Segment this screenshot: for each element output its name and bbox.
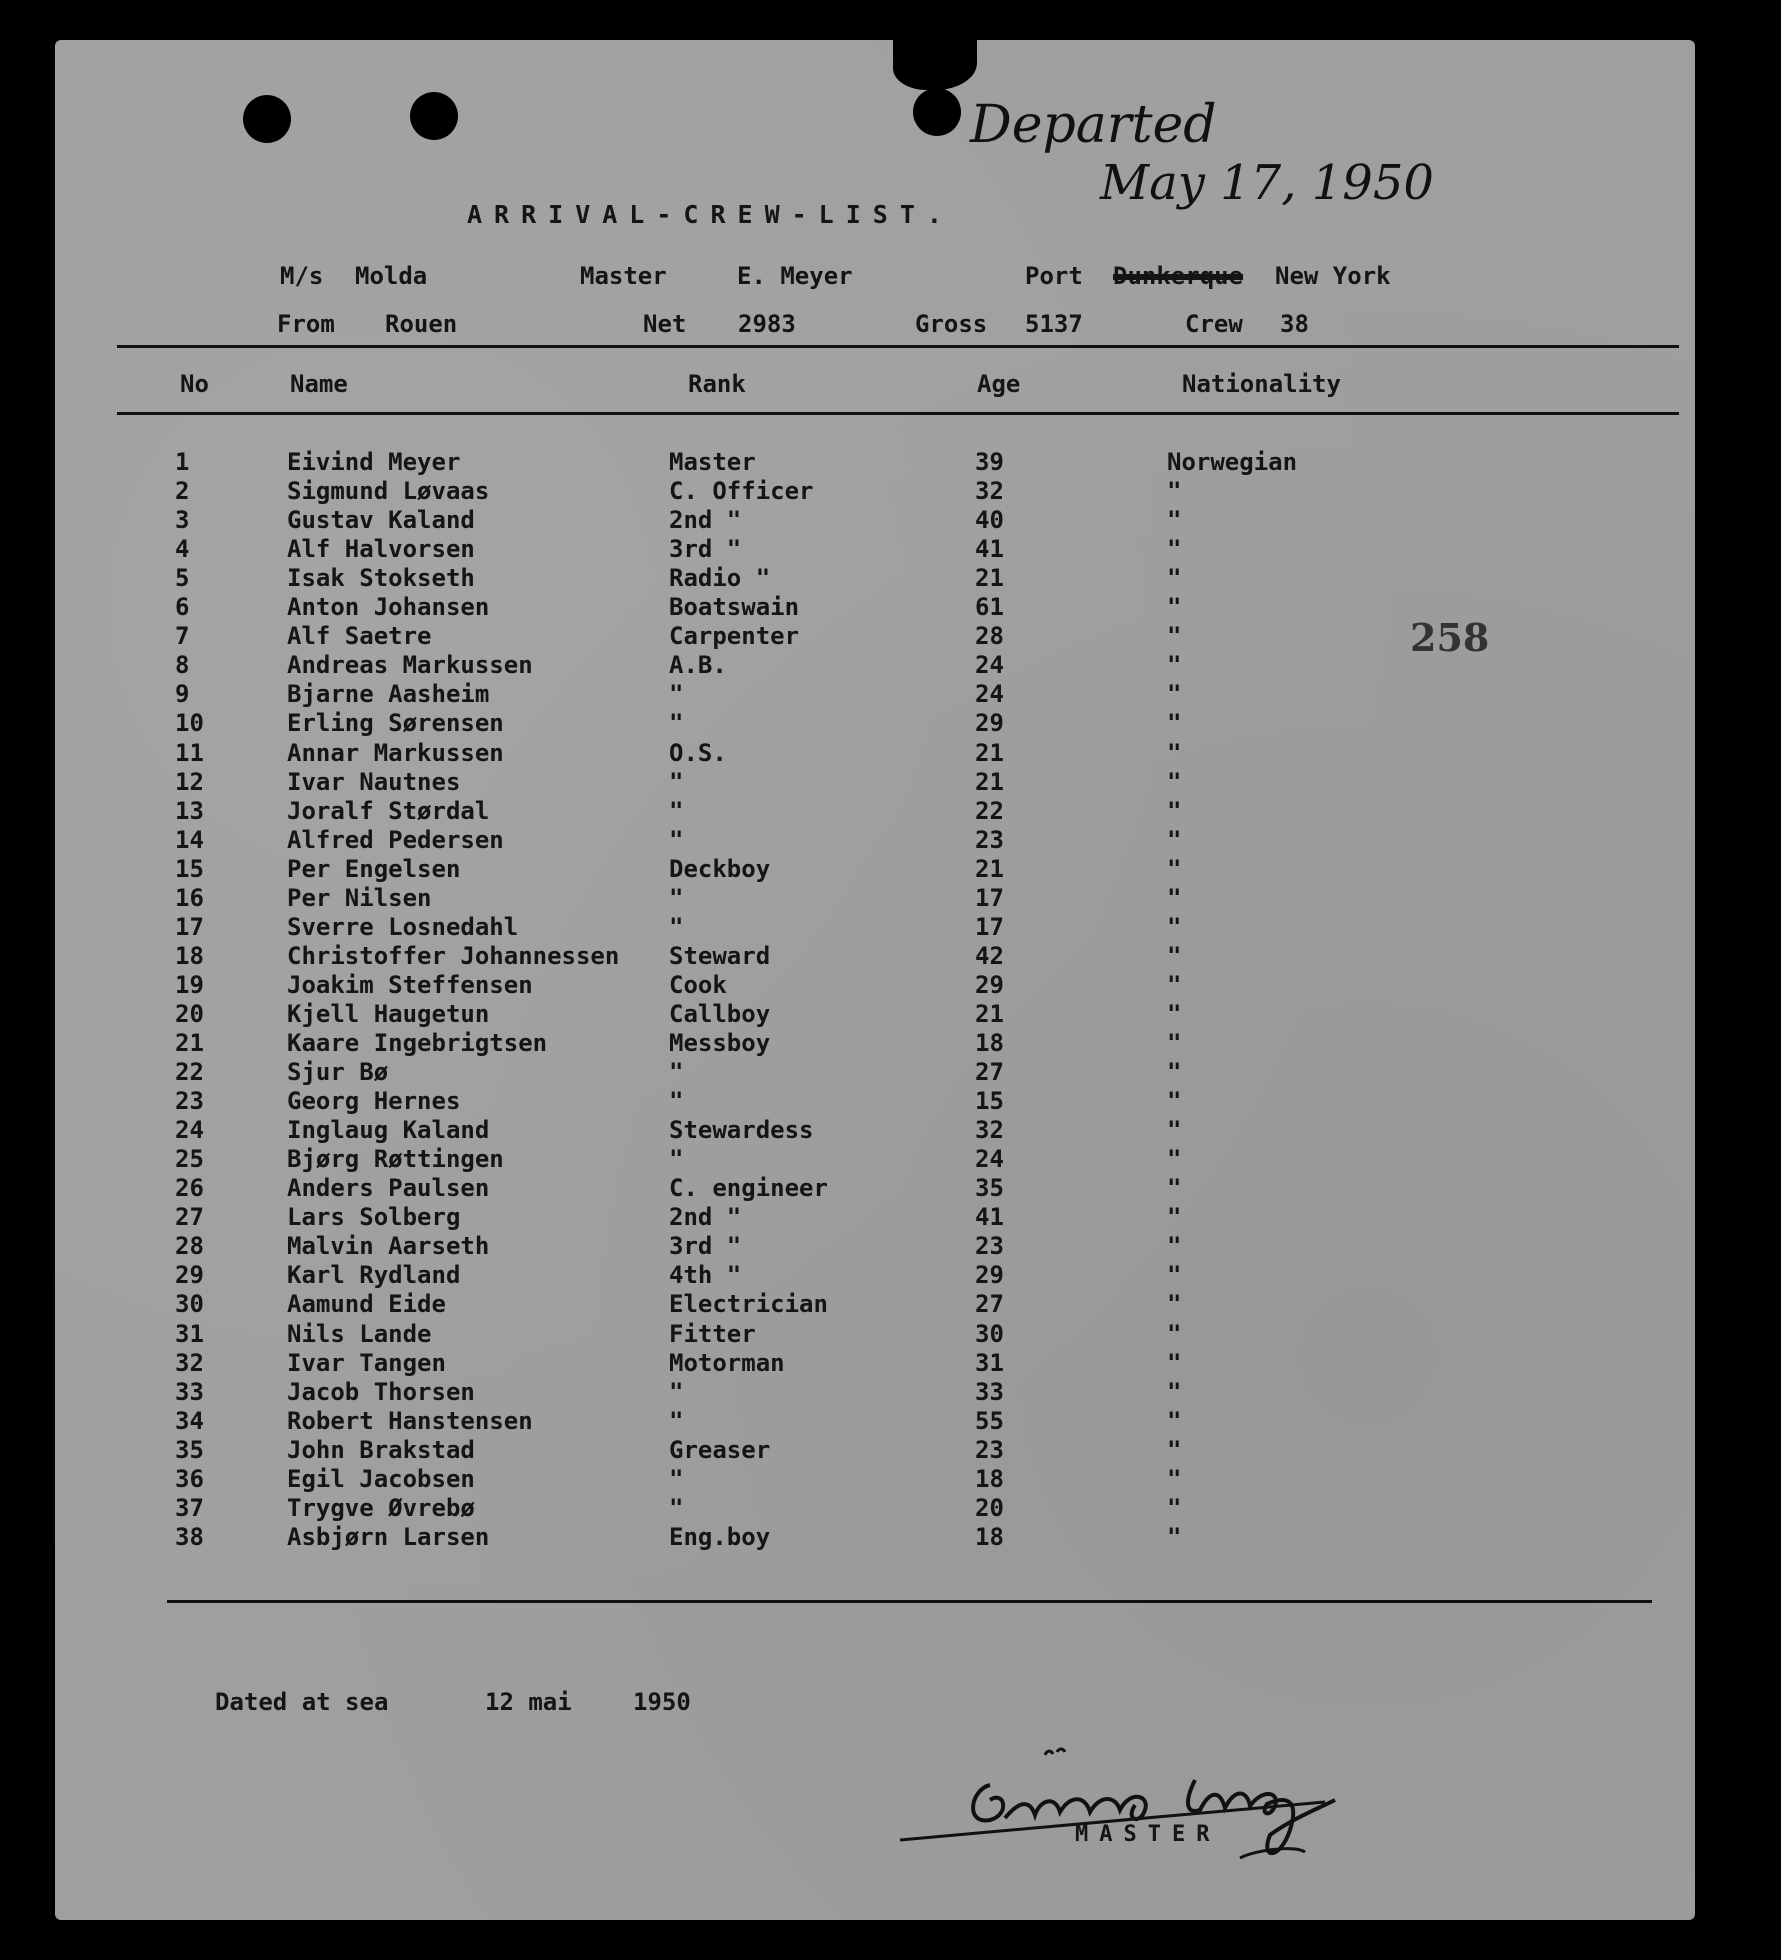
crew-name: Bjarne Aasheim — [287, 680, 490, 709]
crew-name: Erling Sørensen — [287, 709, 504, 738]
crew-age: 35 — [975, 1174, 1004, 1203]
crew-name: Egil Jacobsen — [287, 1464, 475, 1493]
crew-age: 24 — [975, 651, 1004, 680]
crew-name: Gustav Kaland — [287, 506, 475, 535]
crew-name: Asbjørn Larsen — [287, 1522, 490, 1551]
crew-rank: 2nd " — [669, 506, 742, 535]
crew-number: 38 — [175, 1522, 204, 1551]
crew-number: 29 — [175, 1261, 204, 1290]
crew-rank: Master — [669, 448, 756, 476]
crew-number: 12 — [175, 767, 204, 796]
crew-nationality: " — [1167, 825, 1182, 854]
crew-nationality: " — [1167, 941, 1182, 970]
crew-number: 18 — [175, 941, 204, 970]
crew-name: Anders Paulsen — [287, 1174, 490, 1203]
table-row — [55, 1320, 1695, 1349]
crew-number: 33 — [175, 1377, 204, 1406]
master-caption: MASTER — [1075, 1822, 1221, 1847]
crew-age: 30 — [975, 1319, 1004, 1348]
crew-name: Joralf Størdal — [287, 796, 490, 825]
table-row — [55, 1378, 1695, 1407]
crew-name: Sigmund Løvaas — [287, 477, 490, 506]
crew-name: Bjørg Røttingen — [287, 1145, 504, 1174]
crew-nationality: " — [1167, 1290, 1182, 1319]
crew-rank: Greaser — [669, 1435, 771, 1464]
crew-rank: " — [669, 1087, 684, 1116]
crew-name: Aamund Eide — [287, 1290, 446, 1319]
crew-rank: " — [669, 1493, 684, 1522]
crew-nationality: " — [1167, 709, 1182, 738]
crew-age: 40 — [975, 506, 1004, 535]
crew-age: 29 — [975, 970, 1004, 999]
table-row — [55, 622, 1695, 651]
crew-number: 30 — [175, 1290, 204, 1319]
gross-tonnage: 5137 — [1025, 310, 1083, 338]
crew-number: 5 — [175, 564, 190, 593]
table-row — [55, 1203, 1695, 1232]
crew-number: 15 — [175, 854, 204, 883]
crew-age: 61 — [975, 593, 1004, 622]
crew-nationality: " — [1167, 1464, 1182, 1493]
crew-rank: Callboy — [669, 999, 771, 1028]
table-row — [55, 1116, 1695, 1145]
table-row — [55, 1290, 1695, 1319]
crew-rank: Messboy — [669, 1029, 771, 1057]
crew-nationality: " — [1167, 1029, 1182, 1057]
column-header-age: Age — [977, 370, 1021, 398]
dated-day-month: 12 mai — [485, 1688, 572, 1716]
crew-label: Crew — [1185, 310, 1243, 338]
crew-age: 31 — [975, 1348, 1004, 1377]
crew-number: 25 — [175, 1145, 204, 1174]
crew-rank: Deckboy — [669, 854, 771, 883]
crew-rank: " — [669, 825, 684, 854]
crew-nationality: " — [1167, 1087, 1182, 1116]
crew-name: Alf Halvorsen — [287, 535, 475, 564]
crew-rank: " — [669, 709, 684, 738]
crew-rank: O.S. — [669, 738, 727, 767]
crew-age: 41 — [975, 535, 1004, 564]
crew-age: 42 — [975, 941, 1004, 970]
crew-age: 32 — [975, 1116, 1004, 1145]
crew-nationality: " — [1167, 1348, 1182, 1377]
crew-age: 33 — [975, 1377, 1004, 1406]
crew-nationality: " — [1167, 564, 1182, 593]
crew-nationality: " — [1167, 1319, 1182, 1348]
crew-rank: A.B. — [669, 651, 727, 680]
crew-number: 31 — [175, 1319, 204, 1348]
net-tonnage: 2983 — [738, 310, 796, 338]
table-row — [55, 506, 1695, 535]
crew-name: Isak Stokseth — [287, 564, 475, 593]
table-row — [55, 448, 1695, 477]
crew-number: 10 — [175, 709, 204, 738]
table-row — [55, 1145, 1695, 1174]
table-row — [55, 913, 1695, 942]
crew-name: Ivar Tangen — [287, 1348, 446, 1377]
table-row — [55, 826, 1695, 855]
punch-hole-left — [243, 95, 291, 143]
crew-age: 24 — [975, 680, 1004, 709]
crew-age: 18 — [975, 1464, 1004, 1493]
crew-age: 23 — [975, 825, 1004, 854]
crew-number: 14 — [175, 825, 204, 854]
crew-name: Georg Hernes — [287, 1087, 461, 1116]
crew-age: 21 — [975, 738, 1004, 767]
departed-annotation: Departed — [970, 95, 1217, 155]
crew-rank: Fitter — [669, 1319, 756, 1348]
crew-rank: 3rd " — [669, 535, 742, 564]
crew-name: Annar Markussen — [287, 738, 504, 767]
crew-number: 34 — [175, 1406, 204, 1435]
crew-rank: " — [669, 1058, 684, 1087]
crew-rank: Electrician — [669, 1290, 828, 1319]
crew-age: 21 — [975, 564, 1004, 593]
crew-name: Kjell Haugetun — [287, 999, 490, 1028]
table-row — [55, 1436, 1695, 1465]
crew-number: 27 — [175, 1203, 204, 1232]
table-row — [55, 739, 1695, 768]
crew-count: 38 — [1280, 310, 1309, 338]
crew-name: Anton Johansen — [287, 593, 490, 622]
crew-number: 26 — [175, 1174, 204, 1203]
crew-number: 23 — [175, 1087, 204, 1116]
gross-label: Gross — [915, 310, 988, 338]
crew-name: Jacob Thorsen — [287, 1377, 475, 1406]
header-bottom-rule — [117, 412, 1679, 415]
crew-number: 8 — [175, 651, 190, 680]
crew-age: 17 — [975, 883, 1004, 912]
crew-nationality: " — [1167, 593, 1182, 622]
crew-nationality: " — [1167, 854, 1182, 883]
column-header-rank: Rank — [688, 370, 746, 398]
crew-number: 32 — [175, 1348, 204, 1377]
crew-name: Joakim Steffensen — [287, 970, 533, 999]
crew-nationality: " — [1167, 506, 1182, 535]
crew-number: 24 — [175, 1116, 204, 1145]
column-header-nationality: Nationality — [1182, 370, 1341, 398]
crew-nationality: " — [1167, 767, 1182, 796]
crew-age: 21 — [975, 854, 1004, 883]
crew-name: Eivind Meyer — [287, 448, 461, 476]
crew-rank: " — [669, 1464, 684, 1493]
column-header-name: Name — [290, 370, 348, 398]
crew-rank: " — [669, 912, 684, 941]
crew-number: 6 — [175, 593, 190, 622]
crew-name: Alf Saetre — [287, 622, 432, 651]
crew-rank: " — [669, 1406, 684, 1435]
crew-number: 22 — [175, 1058, 204, 1087]
crew-nationality: " — [1167, 1145, 1182, 1174]
crew-age: 23 — [975, 1435, 1004, 1464]
table-row — [55, 855, 1695, 884]
table-bottom-rule — [167, 1600, 1652, 1603]
table-row — [55, 1407, 1695, 1436]
crew-name: Trygve Øvrebø — [287, 1493, 475, 1522]
table-row — [55, 1349, 1695, 1378]
port-name: New York — [1275, 262, 1391, 290]
table-row — [55, 768, 1695, 797]
crew-age: 21 — [975, 767, 1004, 796]
crew-age: 18 — [975, 1522, 1004, 1551]
crew-number: 9 — [175, 680, 190, 709]
table-row — [55, 477, 1695, 506]
table-row — [55, 1523, 1695, 1552]
crew-name: Robert Hanstensen — [287, 1406, 533, 1435]
crew-number: 21 — [175, 1029, 204, 1057]
crew-rank: " — [669, 680, 684, 709]
table-row — [55, 651, 1695, 680]
table-row — [55, 797, 1695, 826]
crew-nationality: " — [1167, 1116, 1182, 1145]
crew-name: Karl Rydland — [287, 1261, 461, 1290]
crew-number: 35 — [175, 1435, 204, 1464]
crew-name: John Brakstad — [287, 1435, 475, 1464]
crew-age: 41 — [975, 1203, 1004, 1232]
crew-nationality: " — [1167, 680, 1182, 709]
crew-rank: " — [669, 1377, 684, 1406]
crew-rank: Stewardess — [669, 1116, 814, 1145]
table-row — [55, 564, 1695, 593]
crew-rank: C. Officer — [669, 477, 814, 506]
master-signature — [895, 1740, 1515, 1890]
crew-number: 1 — [175, 448, 190, 476]
crew-rank: " — [669, 1145, 684, 1174]
crew-nationality: " — [1167, 999, 1182, 1028]
master-name: E. Meyer — [737, 262, 853, 290]
ship-name: Molda — [355, 262, 428, 290]
master-label: Master — [580, 262, 667, 290]
ship-label: M/s — [280, 262, 324, 290]
crew-number: 2 — [175, 477, 190, 506]
crew-nationality: " — [1167, 1377, 1182, 1406]
net-label: Net — [643, 310, 687, 338]
crew-nationality: " — [1167, 1058, 1182, 1087]
crew-nationality: " — [1167, 1522, 1182, 1551]
crew-rank: " — [669, 796, 684, 825]
crew-name: Per Nilsen — [287, 883, 432, 912]
crew-nationality: " — [1167, 535, 1182, 564]
crew-name: Sjur Bø — [287, 1058, 389, 1087]
table-row — [55, 1000, 1695, 1029]
crew-nationality: " — [1167, 738, 1182, 767]
crew-number: 28 — [175, 1232, 204, 1261]
crew-number: 36 — [175, 1464, 204, 1493]
page-title: ARRIVAL-CREW-LIST. — [467, 200, 954, 229]
table-row — [55, 1058, 1695, 1087]
crew-nationality: " — [1167, 477, 1182, 506]
crew-age: 18 — [975, 1029, 1004, 1057]
crew-name: Malvin Aarseth — [287, 1232, 490, 1261]
crew-rank: " — [669, 883, 684, 912]
dated-label: Dated at sea — [215, 1688, 389, 1716]
crew-rank: 3rd " — [669, 1232, 742, 1261]
dated-year: 1950 — [633, 1688, 691, 1716]
from-label: From — [277, 310, 335, 338]
crew-nationality: " — [1167, 622, 1182, 651]
crew-number: 13 — [175, 796, 204, 825]
crew-nationality: " — [1167, 883, 1182, 912]
crew-rank: Radio " — [669, 564, 771, 593]
table-row — [55, 884, 1695, 913]
crew-age: 28 — [975, 622, 1004, 651]
crew-number: 3 — [175, 506, 190, 535]
crew-number: 17 — [175, 912, 204, 941]
crew-age: 29 — [975, 709, 1004, 738]
crew-rank: C. engineer — [669, 1174, 828, 1203]
crew-age: 21 — [975, 999, 1004, 1028]
crew-nationality: " — [1167, 1261, 1182, 1290]
crew-rank: Steward — [669, 941, 771, 970]
crew-age: 39 — [975, 448, 1004, 476]
crew-rank: Motorman — [669, 1348, 785, 1377]
crew-nationality: " — [1167, 1232, 1182, 1261]
table-row — [55, 709, 1695, 738]
stamp-number: 258 — [1410, 615, 1490, 660]
header-top-rule — [117, 345, 1679, 348]
crew-age: 24 — [975, 1145, 1004, 1174]
table-row — [55, 1232, 1695, 1261]
crew-nationality: " — [1167, 651, 1182, 680]
crew-number: 37 — [175, 1493, 204, 1522]
crew-name: Ivar Nautnes — [287, 767, 461, 796]
crew-nationality: " — [1167, 1493, 1182, 1522]
port-struck-out: Dunkerque — [1113, 262, 1244, 290]
crew-age: 17 — [975, 912, 1004, 941]
table-row — [55, 942, 1695, 971]
crew-number: 19 — [175, 970, 204, 999]
table-row — [55, 1087, 1695, 1116]
table-row — [55, 680, 1695, 709]
crew-age: 22 — [975, 796, 1004, 825]
torn-edge — [893, 36, 977, 90]
crew-age: 23 — [975, 1232, 1004, 1261]
table-row — [55, 1261, 1695, 1290]
crew-name: Christoffer Johannessen — [287, 941, 620, 970]
crew-number: 11 — [175, 738, 204, 767]
crew-name: Andreas Markussen — [287, 651, 533, 680]
crew-nationality: " — [1167, 912, 1182, 941]
departed-date-annotation: May 17, 1950 — [1100, 155, 1434, 211]
punch-hole-center — [410, 92, 458, 140]
crew-rank: Cook — [669, 970, 727, 999]
crew-nationality: " — [1167, 1435, 1182, 1464]
crew-age: 32 — [975, 477, 1004, 506]
crew-rank: Eng.boy — [669, 1522, 771, 1551]
crew-list-document — [55, 40, 1695, 1920]
crew-nationality: Norwegian — [1167, 448, 1298, 476]
crew-name: Kaare Ingebrigtsen — [287, 1029, 548, 1057]
crew-age: 55 — [975, 1406, 1004, 1435]
crew-name: Inglaug Kaland — [287, 1116, 490, 1145]
punch-hole-right — [913, 88, 961, 136]
crew-number: 20 — [175, 999, 204, 1028]
table-row — [55, 593, 1695, 622]
crew-rank: 2nd " — [669, 1203, 742, 1232]
crew-number: 16 — [175, 883, 204, 912]
crew-nationality: " — [1167, 1203, 1182, 1232]
crew-name: Lars Solberg — [287, 1203, 461, 1232]
crew-age: 27 — [975, 1058, 1004, 1087]
from-port: Rouen — [385, 310, 458, 338]
crew-nationality: " — [1167, 1406, 1182, 1435]
table-row — [55, 1174, 1695, 1203]
table-row — [55, 1465, 1695, 1494]
column-header-no: No — [180, 370, 209, 398]
crew-rank: " — [669, 767, 684, 796]
crew-rank: 4th " — [669, 1261, 742, 1290]
crew-nationality: " — [1167, 970, 1182, 999]
crew-rank: Boatswain — [669, 593, 800, 622]
crew-rank: Carpenter — [669, 622, 800, 651]
crew-nationality: " — [1167, 796, 1182, 825]
port-label: Port — [1025, 262, 1083, 290]
crew-name: Sverre Losnedahl — [287, 912, 519, 941]
table-row — [55, 971, 1695, 1000]
crew-age: 20 — [975, 1493, 1004, 1522]
crew-name: Alfred Pedersen — [287, 825, 504, 854]
crew-age: 27 — [975, 1290, 1004, 1319]
crew-number: 4 — [175, 535, 190, 564]
table-row — [55, 535, 1695, 564]
crew-age: 15 — [975, 1087, 1004, 1116]
crew-age: 29 — [975, 1261, 1004, 1290]
table-row — [55, 1029, 1695, 1058]
table-row — [55, 1494, 1695, 1523]
crew-name: Nils Lande — [287, 1319, 432, 1348]
crew-nationality: " — [1167, 1174, 1182, 1203]
crew-name: Per Engelsen — [287, 854, 461, 883]
crew-number: 7 — [175, 622, 190, 651]
